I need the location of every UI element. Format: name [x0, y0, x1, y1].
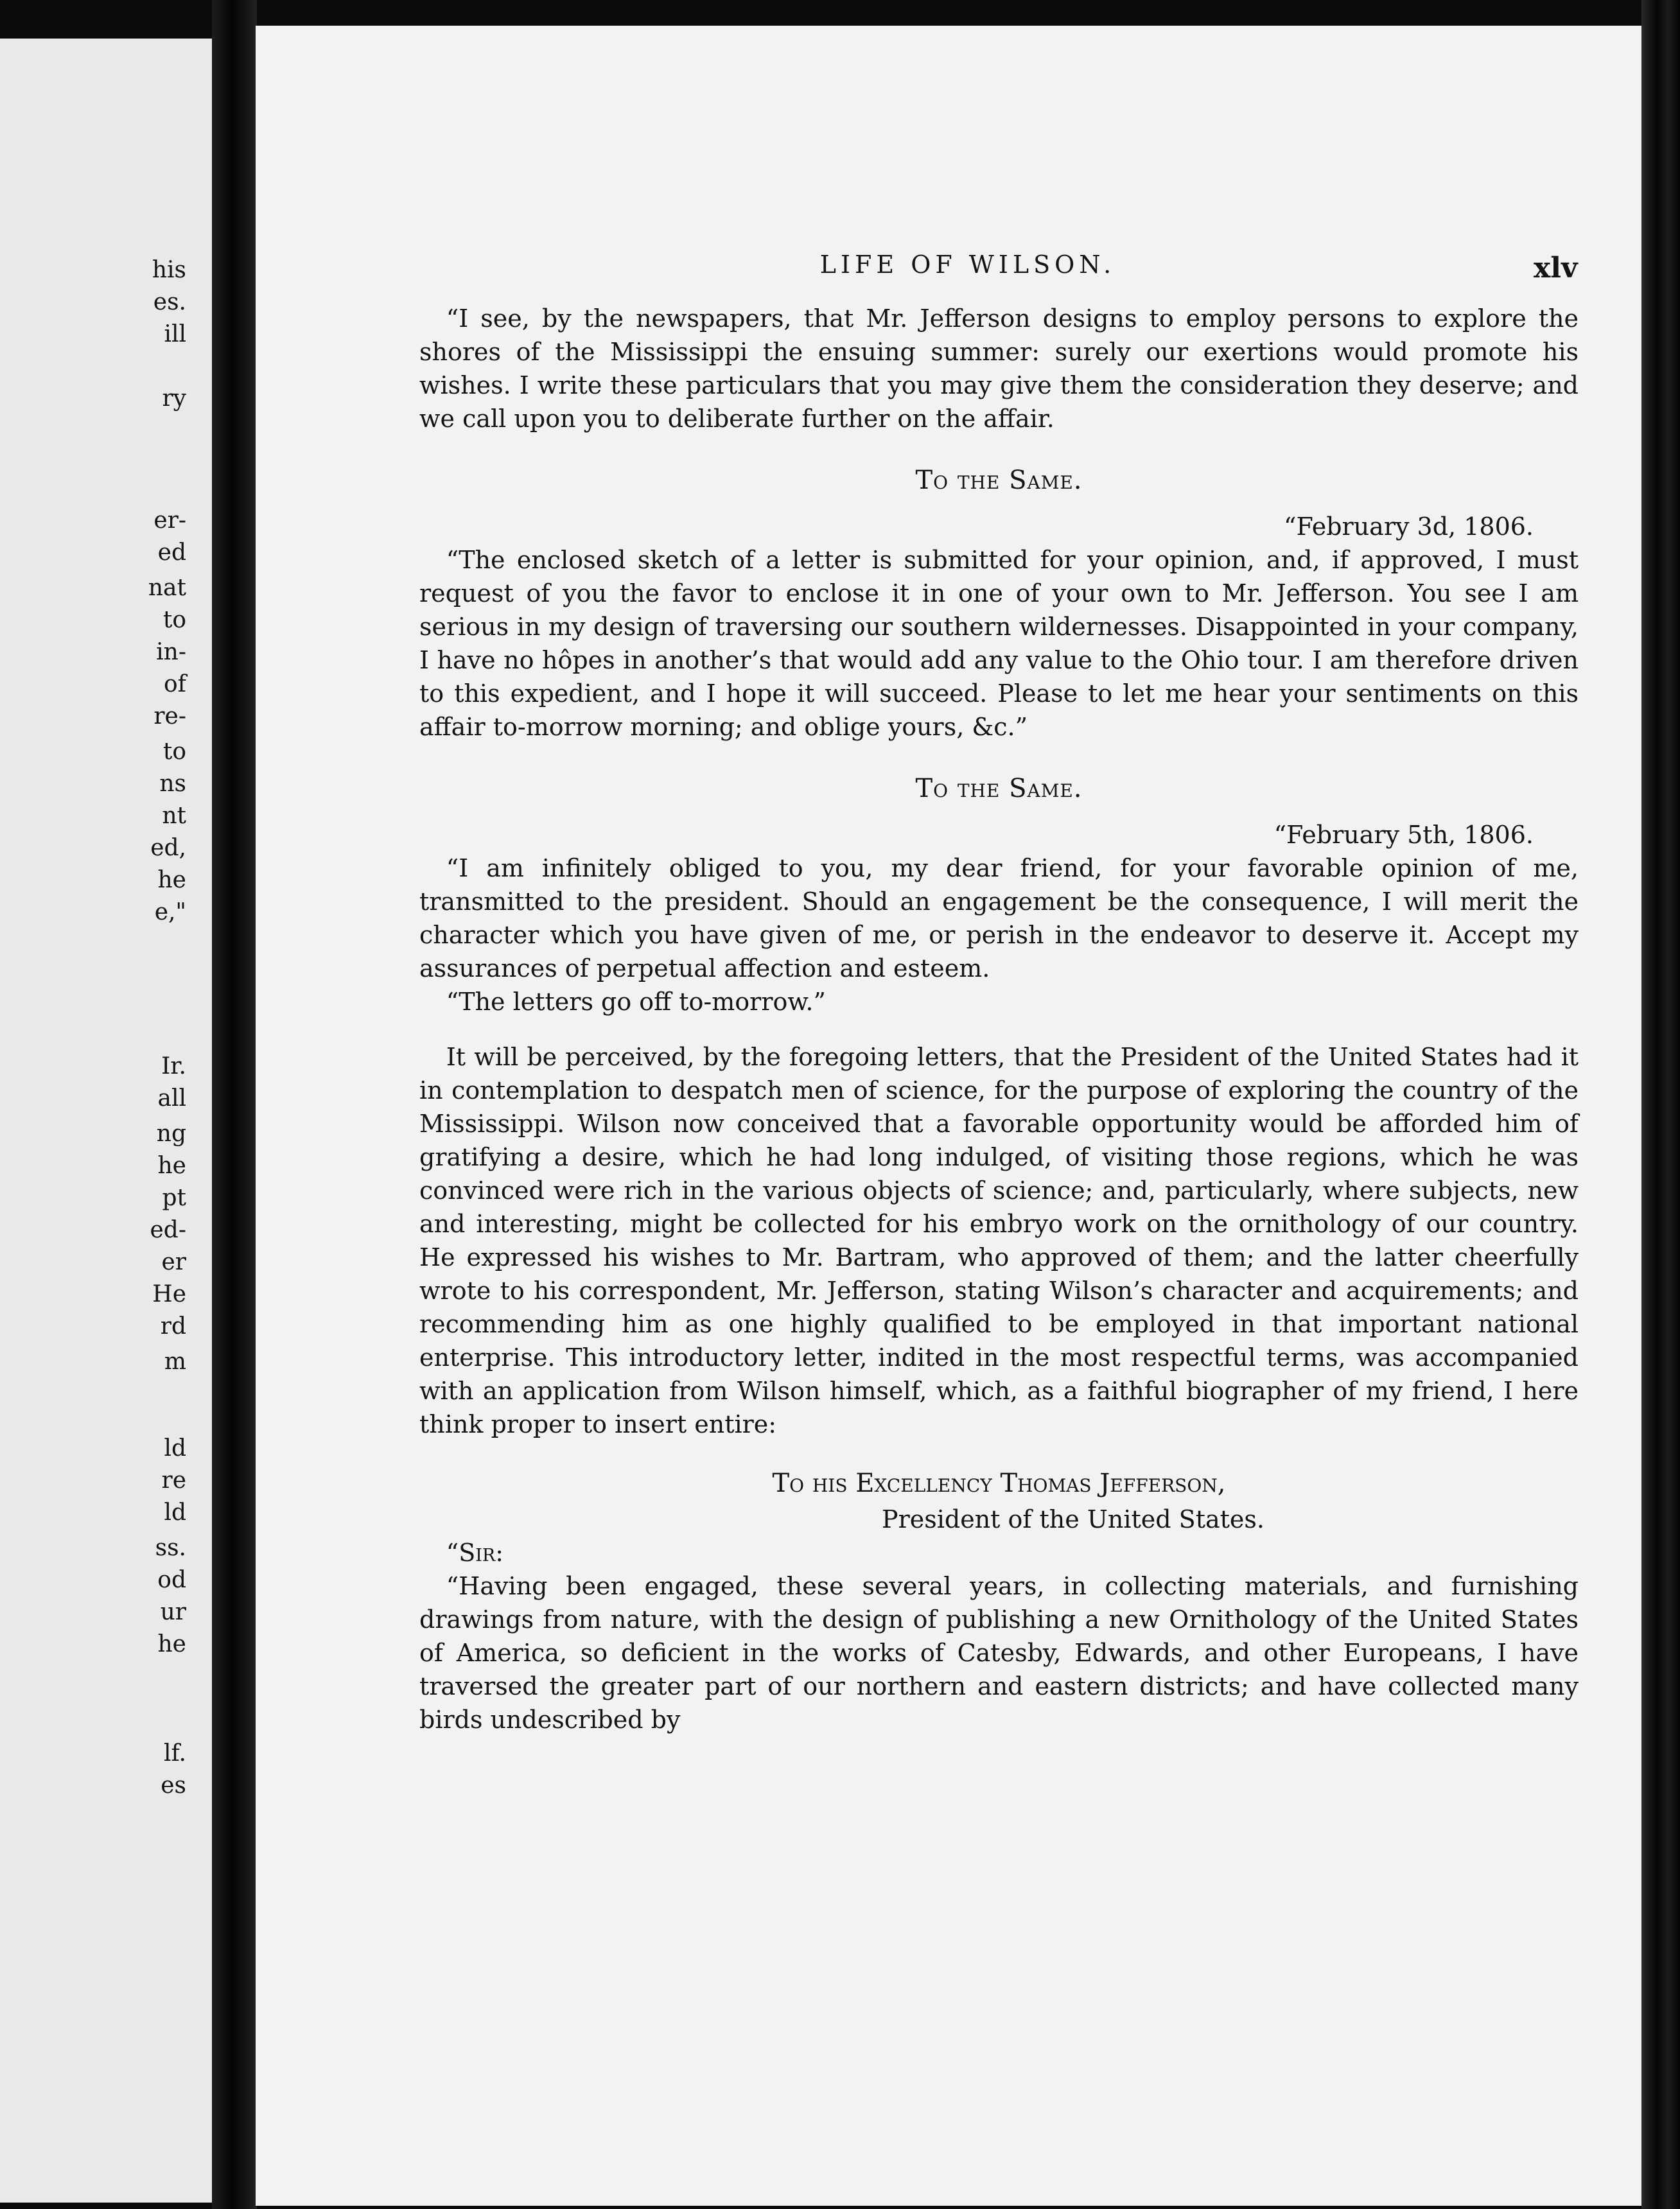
left-page-fragment: re- — [153, 703, 186, 729]
left-page-fragment: nt — [162, 803, 186, 829]
running-head: LIFE OF WILSON. — [819, 250, 1116, 279]
paragraph-2: “The enclosed sketch of a letter is submitted for your opinion, and, if approved, I must request of you the favor to enclose it in one of your own to Mr. Jefferson. You see I am serious in my design of traversing our southern wildernesses. Disappointed in your company, I have no hôpes in another’s that would add any value to the Ohio tour. I am therefore driven to this expedient, and I hope it will succeed. Please to let me hear your sentiments on this affair to-morrow morning; and oblige yours, &c.” — [419, 546, 1579, 741]
left-page-fragment: er- — [153, 507, 186, 534]
left-page-fragment: pt — [162, 1185, 186, 1211]
paragraph-5: It will be perceived, by the foregoing letters, that the President of the United States had it in contemplation to despatch men of science, for the purpose of exploring the country of the Mississippi. Wilson now conceived that a favorable opportunity would be afforded him of gratifying a desire, which he had long indulged, of visiting those regions, which he was convinced were rich in the various objects of science; and, particularly, where subjects, new and interesting, might be collected for his embryo work on the ornithology of our country. He expressed his wishes to Mr. Bartram, who approved of them; and the latter cheerfully wrote to his correspondent, Mr. Jefferson, stating Wilson’s character and acquirements; and recommending him as one highly qualified to be employed in that important national enterprise. This introductory letter, indited in the most respectful terms, was accompanied with an application from Wilson himself, which, as a faithful biographer of my friend, I here think proper to insert entire: — [419, 1043, 1579, 1438]
left-page-fragment: ns — [159, 771, 186, 797]
left-page-fragment: he — [157, 1631, 186, 1657]
left-page-fragment: of — [164, 671, 186, 697]
left-page-fragment: to — [162, 607, 186, 633]
left-page-fragment: lf. — [164, 1740, 186, 1767]
left-page-fragment: er — [161, 1249, 186, 1275]
left-page-fragment: rd — [160, 1313, 186, 1340]
left-page-fragment: e," — [154, 899, 186, 925]
left-page-fragment: re — [161, 1467, 186, 1494]
left-page-fragment: ed- — [150, 1217, 186, 1243]
left-page-fragment: his — [152, 257, 186, 283]
left-page-fragment: es — [161, 1772, 186, 1799]
left-page-fragment: he — [157, 867, 186, 893]
left-page-fragment: ed, — [150, 835, 186, 861]
left-page-fragment: all — [157, 1085, 186, 1112]
address-line-1: To his Excellency Thomas Jefferson, — [772, 1469, 1226, 1498]
left-page-fragment: nat — [148, 575, 186, 601]
left-page-fragment: in- — [156, 639, 186, 665]
paragraph-4: “The letters go off to-morrow.” — [446, 988, 826, 1016]
left-page-fragment: ss. — [155, 1535, 186, 1561]
address-line-2: President of the United States. — [882, 1505, 1264, 1533]
left-page-fragment: Ir. — [161, 1053, 186, 1079]
left-page-fragment: ld — [164, 1435, 186, 1462]
salutation: “Sir: — [446, 1539, 504, 1567]
left-page-fragment: He — [152, 1281, 186, 1307]
left-page-fragment: ng — [156, 1121, 186, 1147]
dateline-1: “February 3d, 1806. — [1284, 512, 1534, 541]
paragraph-3: “I am infinitely obliged to you, my dear friend, for your favorable opinion of me, transmitted to the president. Should an engagement be the consequence, I will merit the character which you have given of me, or perish in the endeavor to deserve it. Accept my assurances of perpetual affection and esteem. — [419, 854, 1579, 982]
left-page-fragment: ur — [160, 1599, 186, 1625]
book-page — [256, 26, 1641, 2206]
section-heading-1: To the Same. — [915, 466, 1083, 495]
left-page-fragment: he — [157, 1153, 186, 1179]
left-page-fragment: ill — [164, 321, 186, 347]
dateline-2: “February 5th, 1806. — [1273, 821, 1534, 849]
paragraph-6: “Having been engaged, these several years, in collecting materials, and furnishing drawings from nature, with the design of publishing a new Ornithology of the United States of America, so deficient in the works of Catesby, Edwards, and other Europeans, I have traversed the greater part of our northern and eastern districts; and have collected many birds undescribed by — [419, 1572, 1579, 1734]
right-page-edge — [1641, 0, 1680, 2209]
left-page-fragment: ld — [164, 1499, 186, 1526]
left-page-fragment: m — [164, 1349, 186, 1375]
left-page-fragment: ry — [162, 385, 186, 412]
left-page-fragment: ed — [157, 539, 186, 566]
page-body — [419, 302, 1579, 1736]
left-facing-page — [0, 39, 212, 2203]
left-page-fragment: to — [162, 738, 186, 765]
page-number: xlv — [1534, 252, 1578, 284]
left-page-fragment: es. — [153, 289, 186, 315]
paragraph-1: “I see, by the newspapers, that Mr. Jefferson designs to employ persons to explore the shores of the Mississippi the ensuing summer: surely our exertions would promote his wishes. I write these particulars that you may give them the consideration they deserve; and we call upon you to deliberate further on the affair. — [419, 304, 1579, 433]
left-page-fragment: od — [157, 1567, 186, 1593]
section-heading-2: To the Same. — [915, 774, 1083, 803]
book-gutter — [212, 0, 257, 2209]
